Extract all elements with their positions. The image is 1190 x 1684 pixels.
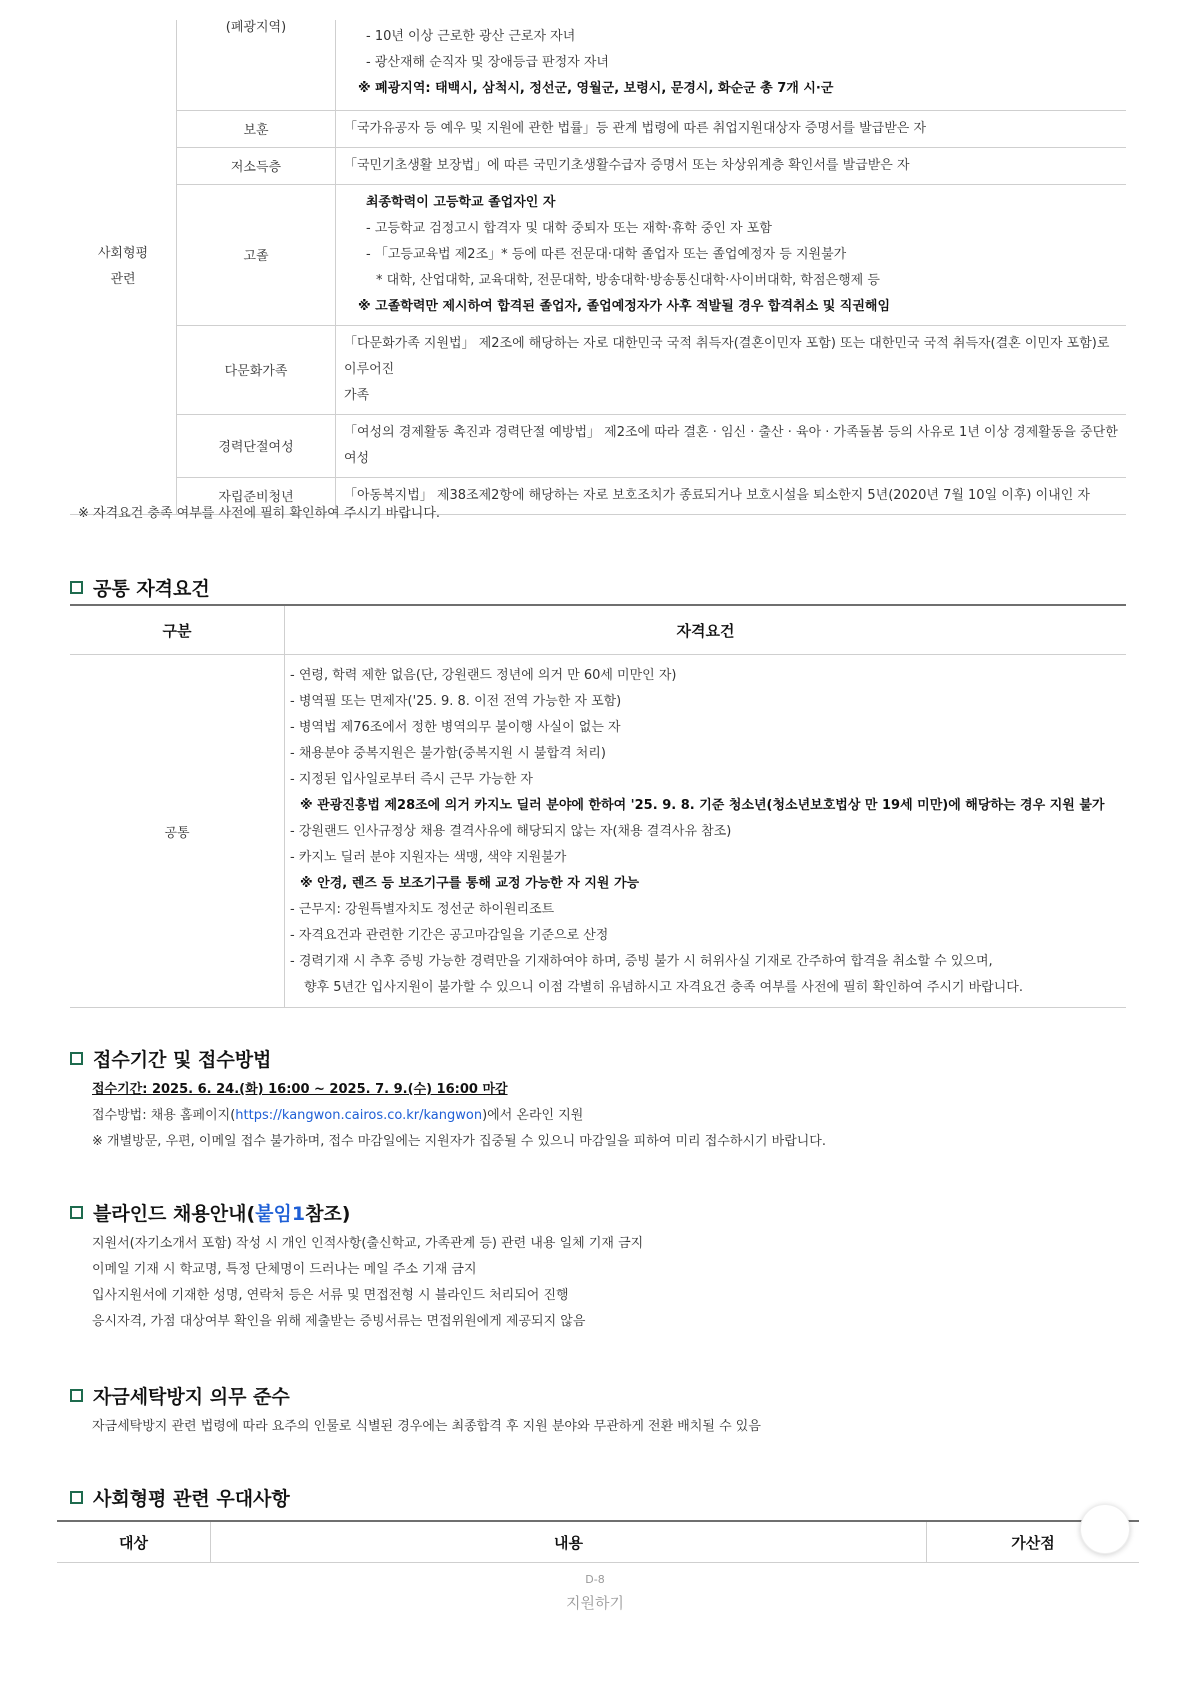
blind-block — [92, 1231, 643, 1335]
column-header-category: 구분 — [70, 605, 285, 655]
requirement-line: 향후 5년간 입사지원이 불가할 수 있으니 이점 각별히 유념하시고 자격요건 충족 여부를 사전에 필히 확인하여 주시기 바랍니다. — [304, 980, 1023, 995]
subcategory-label: 자립준비청년 — [177, 477, 336, 514]
blind-line: 응시자격, 가점 대상여부 확인을 위해 제출받는 증빙서류는 면접위원에게 제공되지 않음 — [92, 1314, 586, 1329]
table-row — [70, 184, 1126, 325]
table-row — [70, 110, 1126, 147]
social-equity-table — [70, 20, 1126, 515]
requirement-line: - 병역필 또는 면제자('25. 9. 8. 이전 전역 가능한 자 포함) — [290, 694, 622, 709]
description-line: 「다문화가족 지원법」 제2조에 해당하는 자로 대한민국 국적 취득자(결혼이민자 포함) 또는 대한민국 국적 취득자(결혼 이민자 포함)로 이루어진 — [344, 335, 1110, 377]
description-line: 최종학력이 고등학교 졸업자인 자 — [366, 194, 556, 210]
blind-line: 지원서(자기소개서 포함) 작성 시 개인 인적사항(출신학교, 가족관계 등) 관련 내용 일체 기재 금지 — [92, 1236, 644, 1251]
description-cell — [336, 110, 1127, 147]
blind-line: 입사지원서에 기재한 성명, 연락처 등은 서류 및 면접전형 시 블라인드 처리되어 진행 — [92, 1288, 569, 1303]
square-bullet-icon — [70, 581, 83, 594]
table-row — [70, 147, 1126, 184]
page-number: D-8 — [585, 1573, 605, 1586]
description-cell — [336, 184, 1127, 325]
subcategory-label: 저소득층 — [177, 147, 336, 184]
category-label: 사회형평 관련 — [70, 20, 177, 514]
requirement-note: ※ 자격요건 충족 여부를 사전에 필히 확인하여 주시기 바랍니다. — [78, 506, 441, 521]
column-header-target: 대상 — [57, 1521, 211, 1563]
scroll-top-button[interactable] — [1080, 1504, 1130, 1554]
aml-line: 자금세탁방지 관련 법령에 따라 요주의 인물로 식별된 경우에는 최종합격 후 지원 분야와 무관하게 전환 배치될 수 있음 — [92, 1419, 761, 1434]
requirements-cell — [285, 655, 1127, 1008]
requirement-line: - 채용분야 중복지원은 불가함(중복지원 시 불합격 처리) — [290, 746, 606, 761]
requirement-line: - 연령, 학력 제한 없음(단, 강원랜드 정년에 의거 만 60세 미만인 자) — [290, 668, 677, 683]
square-bullet-icon — [70, 1389, 83, 1402]
subcategory-label: 고졸 — [177, 184, 336, 325]
requirement-line: ※ 관광진흥법 제28조에 의거 카지노 딜러 분야에 한하여 '25. 9. 8. 기준 청소년(청소년보호법상 만 19세 미만)에 해당하는 경우 지원 불가 — [300, 798, 1105, 813]
description-cell — [336, 414, 1127, 477]
subcategory-label: (폐광지역) — [177, 20, 336, 110]
requirement-line: ※ 안경, 렌즈 등 보조기구를 통해 교정 가능한 자 지원 가능 — [300, 876, 640, 891]
description-cell — [336, 477, 1127, 514]
application-method: 접수방법: 채용 홈페이지(https://kangwon.cairos.co.kr/kangwon)에서 온라인 지원 — [92, 1108, 584, 1123]
square-bullet-icon — [70, 1206, 83, 1219]
attachment-link[interactable]: 붙임1 — [255, 1203, 306, 1225]
preference-table — [57, 1520, 1139, 1563]
description-line: - 「고등교육법 제2조」* 등에 따른 전문대·대학 졸업자 또는 졸업예정자 등 지원불가 — [366, 246, 847, 262]
common-requirements-table — [70, 604, 1126, 1008]
application-period: 접수기간: 2025. 6. 24.(화) 16:00 ~ 2025. 7. 9.(수) 16:00 마감 — [92, 1082, 508, 1097]
requirement-line: - 지정된 입사일로부터 즉시 근무 가능한 자 — [290, 772, 533, 787]
description-line: - 10년 이상 근로한 광산 근로자 자녀 — [366, 28, 576, 44]
requirement-line: - 자격요건과 관련한 기간은 공고마감일을 기준으로 산정 — [290, 928, 609, 943]
description-line: 「아동복지법」 제38조제2항에 해당하는 자로 보호조치가 종료되거나 보호시설을 퇴소한지 5년(2020년 7월 10일 이후) 이내인 자 — [344, 487, 1090, 503]
apply-button[interactable]: 지원하기 — [566, 1594, 624, 1612]
subcategory-label: 경력단절여성 — [177, 414, 336, 477]
description-line: - 고등학교 검정고시 합격자 및 대학 중퇴자 또는 재학·휴학 중인 자 포함 — [366, 220, 772, 236]
description-line: ※ 고졸학력만 제시하여 합격된 졸업자, 졸업예정자가 사후 적발될 경우 합격취소 및 직권해임 — [358, 298, 891, 314]
section-heading-preference: 사회형평 관련 우대사항 — [70, 1484, 290, 1511]
subcategory-label: 다문화가족 — [177, 325, 336, 414]
period-note: ※ 개별방문, 우편, 이메일 접수 불가하며, 접수 마감일에는 지원자가 집중될 수 있으니 마감일을 피하여 미리 접수하시기 바랍니다. — [92, 1134, 826, 1149]
application-link[interactable]: https://kangwon.cairos.co.kr/kangwon — [235, 1108, 483, 1123]
description-line: 「국가유공자 등 예우 및 지원에 관한 법률」등 관계 법령에 따른 취업지원대상자 증명서를 발급받은 자 — [344, 120, 927, 136]
column-header-bonus: 가산점 — [927, 1521, 1140, 1563]
section-heading-common: 공통 자격요건 — [70, 574, 210, 601]
requirement-line: - 경력기재 시 추후 증빙 가능한 경력만을 기재하여야 하며, 증빙 불가 시 허위사실 기재로 간주하여 합격을 취소할 수 있으며, — [290, 954, 993, 969]
requirement-line: - 강원랜드 인사규정상 채용 결격사유에 해당되지 않는 자(채용 결격사유 참조) — [290, 824, 732, 839]
description-cell — [336, 20, 1127, 110]
description-line: * 대학, 산업대학, 교육대학, 전문대학, 방송대학·방송통신대학·사이버대학, 학점은행제 등 — [376, 272, 880, 288]
table-row — [70, 655, 1126, 1008]
description-line: 「국민기초생활 보장법」에 따른 국민기초생활수급자 증명서 또는 차상위계층 확인서를 발급받은 자 — [344, 157, 910, 173]
requirement-line: - 병역법 제76조에서 정한 병역의무 불이행 사실이 없는 자 — [290, 720, 621, 735]
square-bullet-icon — [70, 1491, 83, 1504]
section-heading-period: 접수기간 및 접수방법 — [70, 1045, 271, 1072]
description-line: 「여성의 경제활동 촉진과 경력단절 예방법」 제2조에 따라 결혼 · 임신 · 출산 · 육아 · 가족돌봄 등의 사유로 1년 이상 경제활동을 중단한 여성 — [344, 424, 1118, 466]
period-block — [92, 1077, 826, 1155]
table-row — [70, 325, 1126, 414]
description-line: 가족 — [344, 387, 370, 403]
blind-line: 이메일 기재 시 학교명, 특정 단체명이 드러나는 메일 주소 기재 금지 — [92, 1262, 477, 1277]
square-bullet-icon — [70, 1052, 83, 1065]
table-row — [70, 20, 1126, 110]
description-line: - 광산재해 순직자 및 장애등급 판정자 자녀 — [366, 54, 609, 70]
section-heading-aml: 자금세탁방지 의무 준수 — [70, 1382, 290, 1409]
requirement-line: - 근무지: 강원특별자치도 정선군 하이원리조트 — [290, 902, 555, 917]
description-line: ※ 폐광지역: 태백시, 삼척시, 정선군, 영월군, 보령시, 문경시, 화순군 총 7개 시·군 — [358, 80, 834, 96]
row-label: 공통 — [70, 655, 285, 1008]
section-heading-blind: 블라인드 채용안내( 붙임1 참조) — [70, 1199, 350, 1226]
description-cell — [336, 147, 1127, 184]
requirement-line: - 카지노 딜러 분야 지원자는 색맹, 색약 지원불가 — [290, 850, 567, 865]
column-header-content: 내용 — [211, 1521, 927, 1563]
table-row — [70, 414, 1126, 477]
column-header-requirements: 자격요건 — [285, 605, 1127, 655]
description-cell — [336, 325, 1127, 414]
subcategory-label: 보훈 — [177, 110, 336, 147]
